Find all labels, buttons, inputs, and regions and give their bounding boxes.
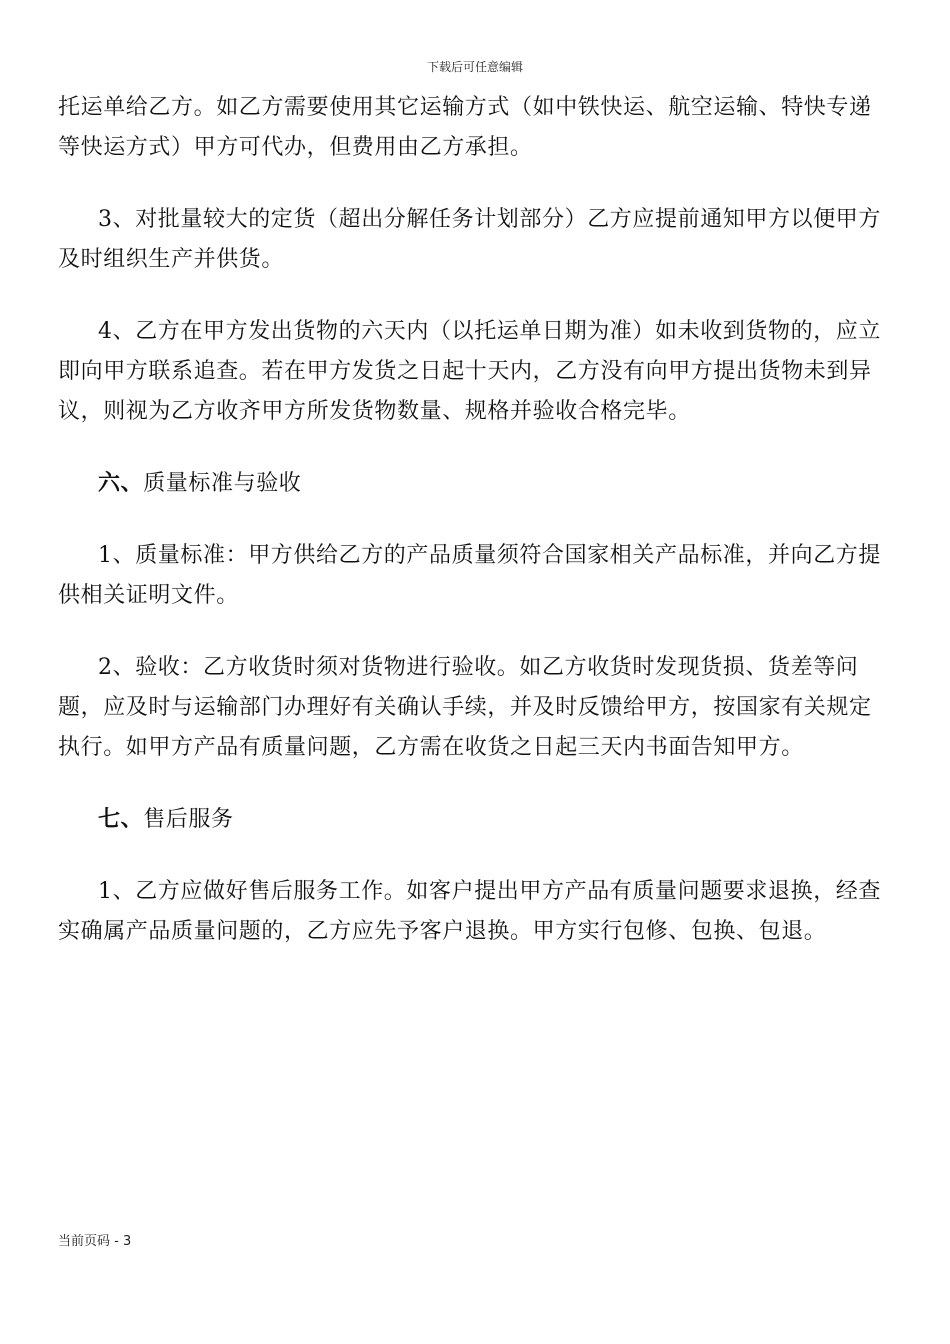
paragraph-delivery-tracking: 4、乙方在甲方发出货物的六天内（以托运单日期为准）如未收到货物的，应立即向甲方联系追查。若在甲方发货之日起十天内，乙方没有向甲方提出货物未到异议，则视为乙方收齐甲方所发货物数量、规格并验收合格完毕。: [58, 319, 881, 424]
header-note: 下载后可任意编辑: [426, 60, 523, 74]
section-title: 质量标准与验收: [143, 471, 302, 496]
page-number-footer: 当前页码 - 3: [58, 1234, 132, 1249]
section-number: 七、: [98, 807, 144, 832]
paragraph-acceptance: 2、验收：乙方收货时须对货物进行验收。如乙方收货时发现货损、货差等问题，应及时与运输部门办理好有关确认手续，并及时反馈给甲方，按国家有关规定执行。如甲方产品有质量问题，乙方需在收货之日起三天内书面告知甲方。: [58, 655, 872, 760]
section-number: 六、: [98, 471, 144, 496]
section-title: 售后服务: [143, 807, 234, 832]
section-heading-quality: [58, 464, 888, 504]
paragraph-quality-standard: 1、质量标准：甲方供给乙方的产品质量须符合国家相关产品标准，并向乙方提供相关证明文件。: [58, 543, 881, 608]
section-heading-after-sales: [58, 800, 888, 840]
paragraph-shipping-continued: 托运单给乙方。如乙方需要使用其它运输方式（如中铁快运、航空运输、特快专递等快运方式）甲方可代办，但费用由乙方承担。: [58, 95, 872, 160]
document-body: [58, 88, 888, 984]
paragraph-bulk-order: 3、对批量较大的定货（超出分解任务计划部分）乙方应提前通知甲方以便甲方及时组织生产并供货。: [58, 207, 881, 272]
paragraph-after-sales-service: 1、乙方应做好售后服务工作。如客户提出甲方产品有质量问题要求退换，经查实确属产品质量问题的，乙方应先予客户退换。甲方实行包修、包换、包退。: [58, 879, 881, 944]
